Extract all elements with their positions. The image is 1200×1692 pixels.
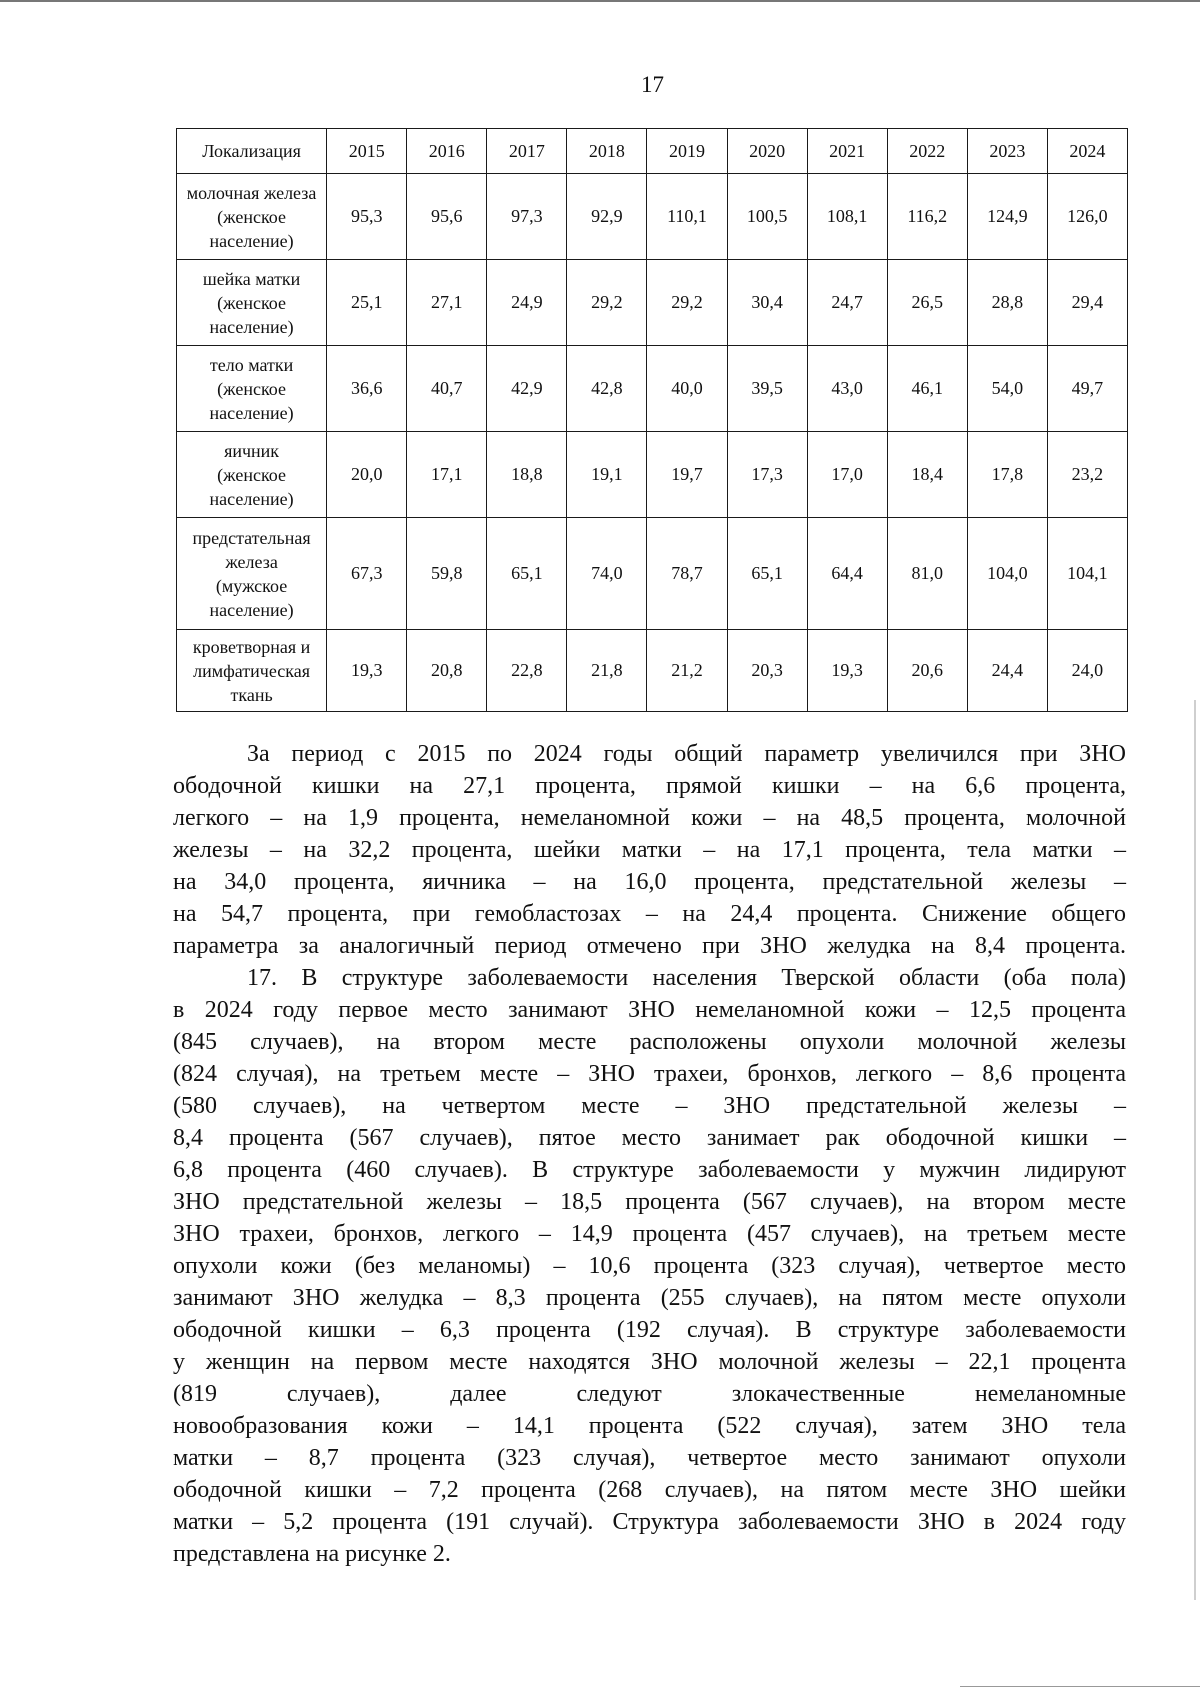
table-cell: 81,0 — [887, 518, 967, 630]
table-cell: 17,3 — [727, 432, 807, 518]
header-cell-year: 2019 — [647, 129, 727, 174]
table-cell: 24,4 — [967, 630, 1047, 712]
header-cell-year: 2016 — [407, 129, 487, 174]
text-line: на 34,0 процента, яичника – на 16,0 процента, предстательной железы – — [173, 869, 1126, 895]
table-cell: 59,8 — [407, 518, 487, 630]
table-cell: 40,0 — [647, 346, 727, 432]
table-cell: 126,0 — [1047, 174, 1127, 260]
text-line: опухоли кожи (без меланомы) – 10,6 процента (323 случая), четвертое место — [173, 1253, 1126, 1279]
table-cell: 49,7 — [1047, 346, 1127, 432]
text-line: (580 случаев), на четвертом месте – ЗНО предстательной железы – — [173, 1093, 1126, 1119]
table-cell: 18,8 — [487, 432, 567, 518]
row-label-line: население) — [209, 316, 294, 337]
scan-bottom-mark — [960, 1686, 1200, 1687]
table-cell: 104,0 — [967, 518, 1047, 630]
row-label-line: предстательная — [192, 527, 311, 548]
row-label — [177, 346, 327, 432]
row-label-line: (женское — [217, 378, 286, 399]
table-cell: 18,4 — [887, 432, 967, 518]
table-header — [177, 129, 1128, 174]
table-cell: 26,5 — [887, 260, 967, 346]
table-row — [177, 518, 1128, 630]
header-cell-year: 2017 — [487, 129, 567, 174]
table-row — [177, 432, 1128, 518]
table-cell: 22,8 — [487, 630, 567, 712]
table-cell: 23,2 — [1047, 432, 1127, 518]
table-header-row — [177, 129, 1128, 174]
text-line: матки – 8,7 процента (323 случая), четвертое место занимают опухоли — [173, 1445, 1126, 1471]
header-cell-year: 2018 — [567, 129, 647, 174]
text-line: (845 случаев), на втором месте расположены опухоли молочной железы — [173, 1029, 1126, 1055]
text-line: представлена на рисунке 2. — [173, 1541, 451, 1567]
table-cell: 65,1 — [487, 518, 567, 630]
text-line: железы – на 32,2 процента, шейки матки – на 17,1 процента, тела матки – — [173, 837, 1126, 863]
table-row — [177, 346, 1128, 432]
table-cell: 28,8 — [967, 260, 1047, 346]
text-line: 8,4 процента (567 случаев), пятое место занимает рак ободочной кишки – — [173, 1125, 1126, 1151]
page-top-edge — [0, 0, 1200, 2]
table-cell: 19,7 — [647, 432, 727, 518]
table-cell: 29,2 — [647, 260, 727, 346]
row-label-line: молочная железа — [186, 182, 317, 203]
table-cell: 17,1 — [407, 432, 487, 518]
table-cell: 24,9 — [487, 260, 567, 346]
table-cell: 24,0 — [1047, 630, 1127, 712]
text-line: (819 случаев), далее следуют злокачественные немеланомные — [173, 1381, 1126, 1407]
table-cell: 27,1 — [407, 260, 487, 346]
text-line: на 54,7 процента, при гемобластозах – на 24,4 процента. Снижение общего — [173, 901, 1126, 927]
row-label-line: тело матки — [209, 354, 294, 375]
table-cell: 36,6 — [327, 346, 407, 432]
table-cell: 19,3 — [807, 630, 887, 712]
incidence-table — [176, 128, 1128, 712]
text-line: легкого – на 1,9 процента, немеланомной кожи – на 48,5 процента, молочной — [173, 805, 1126, 831]
table-body — [177, 174, 1128, 712]
text-line: занимают ЗНО желудка – 8,3 процента (255 случаев), на пятом месте опухоли — [173, 1285, 1126, 1311]
text-line: (824 случая), на третьем месте – ЗНО трахеи, бронхов, легкого – 8,6 процента — [173, 1061, 1126, 1087]
table-cell: 116,2 — [887, 174, 967, 260]
table-cell: 20,6 — [887, 630, 967, 712]
table-cell: 20,8 — [407, 630, 487, 712]
body-text — [173, 738, 1126, 1570]
table-cell: 74,0 — [567, 518, 647, 630]
table-cell: 17,0 — [807, 432, 887, 518]
text-line: ободочной кишки на 27,1 процента, прямой кишки – на 6,6 процента, — [173, 773, 1126, 799]
table-cell: 97,3 — [487, 174, 567, 260]
row-label-line: население) — [209, 402, 294, 423]
row-label — [177, 630, 327, 712]
table-cell: 42,8 — [567, 346, 647, 432]
table-cell: 17,8 — [967, 432, 1047, 518]
row-label-line: железа — [225, 551, 278, 572]
table-cell: 20,3 — [727, 630, 807, 712]
table-cell: 24,7 — [807, 260, 887, 346]
table-cell: 108,1 — [807, 174, 887, 260]
text-line: 6,8 процента (460 случаев). В структуре заболеваемости у мужчин лидируют — [173, 1157, 1126, 1183]
table-cell: 110,1 — [647, 174, 727, 260]
row-label-line: население) — [209, 488, 294, 509]
table-cell: 29,4 — [1047, 260, 1127, 346]
text-line: За период с 2015 по 2024 годы общий параметр увеличился при ЗНО — [247, 741, 1126, 767]
text-line: параметра за аналогичный период отмечено при ЗНО желудка на 8,4 процента. — [173, 933, 1126, 959]
paragraph-trend-summary — [173, 738, 1126, 962]
table-cell: 21,8 — [567, 630, 647, 712]
table-cell: 100,5 — [727, 174, 807, 260]
table-cell: 104,1 — [1047, 518, 1127, 630]
row-label — [177, 260, 327, 346]
header-cell-year: 2015 — [327, 129, 407, 174]
text-line: ЗНО трахеи, бронхов, легкого – 14,9 процента (457 случаев), на третьем месте — [173, 1221, 1126, 1247]
page-number: 17 — [641, 72, 664, 97]
row-label-line: население) — [209, 599, 294, 620]
table-cell: 67,3 — [327, 518, 407, 630]
table-cell: 64,4 — [807, 518, 887, 630]
table-cell: 19,3 — [327, 630, 407, 712]
text-line: ободочной кишки – 7,2 процента (268 случаев), на пятом месте ЗНО шейки — [173, 1477, 1126, 1503]
table-cell: 95,3 — [327, 174, 407, 260]
table-cell: 46,1 — [887, 346, 967, 432]
header-cell-year: 2024 — [1047, 129, 1127, 174]
table-row — [177, 630, 1128, 712]
table-cell: 65,1 — [727, 518, 807, 630]
row-label-line: шейка матки — [202, 268, 301, 289]
table-cell: 25,1 — [327, 260, 407, 346]
text-line: у женщин на первом месте находятся ЗНО молочной железы – 22,1 процента — [173, 1349, 1126, 1375]
header-cell-year: 2020 — [727, 129, 807, 174]
table-cell: 30,4 — [727, 260, 807, 346]
row-label — [177, 432, 327, 518]
table-cell: 39,5 — [727, 346, 807, 432]
row-label-line: яичник — [224, 440, 280, 461]
table-cell: 20,0 — [327, 432, 407, 518]
row-label-line: лимфатическая — [193, 660, 311, 681]
table-cell: 21,2 — [647, 630, 727, 712]
text-line: в 2024 году первое место занимают ЗНО немеланомной кожи – 12,5 процента — [173, 997, 1126, 1023]
header-cell-year: 2022 — [887, 129, 967, 174]
table-row — [177, 174, 1128, 260]
text-line: матки – 5,2 процента (191 случай). Структура заболеваемости ЗНО в 2024 году — [173, 1509, 1126, 1535]
table-cell: 29,2 — [567, 260, 647, 346]
row-label-line: (мужское — [215, 575, 288, 596]
table-cell: 42,9 — [487, 346, 567, 432]
row-label — [177, 174, 327, 260]
row-label-line: (женское — [217, 206, 286, 227]
table-cell: 78,7 — [647, 518, 727, 630]
text-line: 17. В структуре заболеваемости населения Тверской области (оба пола) — [247, 965, 1126, 991]
header-cell-year: 2023 — [967, 129, 1047, 174]
table-cell: 43,0 — [807, 346, 887, 432]
header-cell-year: 2021 — [807, 129, 887, 174]
header-cell-localization: Локализация — [177, 129, 327, 174]
table-cell: 95,6 — [407, 174, 487, 260]
table-cell: 19,1 — [567, 432, 647, 518]
row-label — [177, 518, 327, 630]
table-cell: 92,9 — [567, 174, 647, 260]
row-label-line: (женское — [217, 464, 286, 485]
row-label-line: (женское — [217, 292, 286, 313]
table-cell: 124,9 — [967, 174, 1047, 260]
paragraph-17-incidence-structure — [173, 962, 1126, 1570]
text-line: ЗНО предстательной железы – 18,5 процента (567 случаев), на втором месте — [173, 1189, 1126, 1215]
text-line: ободочной кишки – 6,3 процента (192 случая). В структуре заболеваемости — [173, 1317, 1126, 1343]
row-label-line: кроветворная и — [192, 636, 311, 657]
scan-edge-shadow — [1194, 700, 1196, 1600]
table-cell: 54,0 — [967, 346, 1047, 432]
row-label-line: ткань — [230, 684, 273, 705]
table-cell: 40,7 — [407, 346, 487, 432]
text-line: новообразования кожи – 14,1 процента (522 случая), затем ЗНО тела — [173, 1413, 1126, 1439]
table-row — [177, 260, 1128, 346]
row-label-line: население) — [209, 230, 294, 251]
